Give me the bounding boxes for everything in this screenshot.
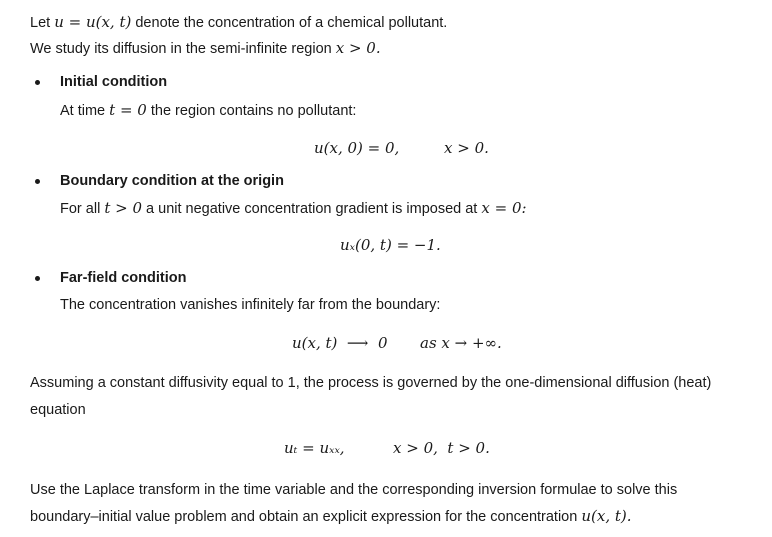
bullet-icon [35, 80, 40, 85]
item-math: t = 0 [109, 101, 147, 119]
assumption-line-2: equation [30, 402, 86, 418]
item-text-boundary [60, 198, 527, 219]
intro-line-1 [30, 12, 447, 33]
task-line-1: Use the Laplace transform in the time variable and the corresponding inversion formulae to solve this [30, 482, 678, 498]
item-text: the region contains no pollutant: [146, 103, 357, 119]
bullet-icon [35, 276, 40, 281]
item-math: t > 0 [104, 199, 143, 217]
item-text-farfield: The concentration vanishes infinitely far from the boundary: [60, 297, 441, 313]
equation-farfield: u(x, t) ⟶ 0 [292, 334, 388, 352]
task-text: boundary–initial value problem and obtain an explicit expression for the concentration [30, 509, 582, 525]
bullet-icon [35, 179, 40, 184]
heat-equation: uₜ = uₓₓ, [284, 439, 345, 457]
heat-equation-condition: x > 0, t > 0. [393, 439, 490, 457]
item-math: x = 0: [481, 199, 527, 217]
intro-math: u = u(x, t) [54, 13, 132, 31]
intro-line-2 [30, 38, 381, 59]
item-title-boundary: Boundary condition at the origin [60, 173, 284, 189]
intro-math: x > 0. [335, 39, 381, 57]
equation-initial-condition: x > 0. [444, 139, 489, 157]
equation-initial: u(x, 0) = 0, [314, 139, 400, 157]
item-text: For all [60, 201, 105, 217]
equation-boundary: uₓ(0, t) = −1. [340, 236, 441, 254]
item-title-farfield: Far-field condition [60, 270, 187, 286]
item-text: a unit negative concentration gradient is imposed at [142, 201, 482, 217]
task-line-2 [30, 506, 632, 527]
equation-farfield-condition: as x → +∞. [420, 334, 502, 352]
item-text-initial [60, 100, 356, 121]
assumption-line-1: Assuming a constant diffusivity equal to 1, the process is governed by the one-dimensional diffusion (heat) [30, 375, 712, 391]
intro-text: denote the concentration of a chemical pollutant. [131, 15, 448, 31]
intro-text: Let [30, 15, 55, 31]
task-math: u(x, t). [581, 507, 632, 525]
intro-text: We study its diffusion in the semi-infinite region [30, 41, 336, 57]
item-title-initial: Initial condition [60, 74, 168, 90]
item-text: At time [60, 103, 110, 119]
